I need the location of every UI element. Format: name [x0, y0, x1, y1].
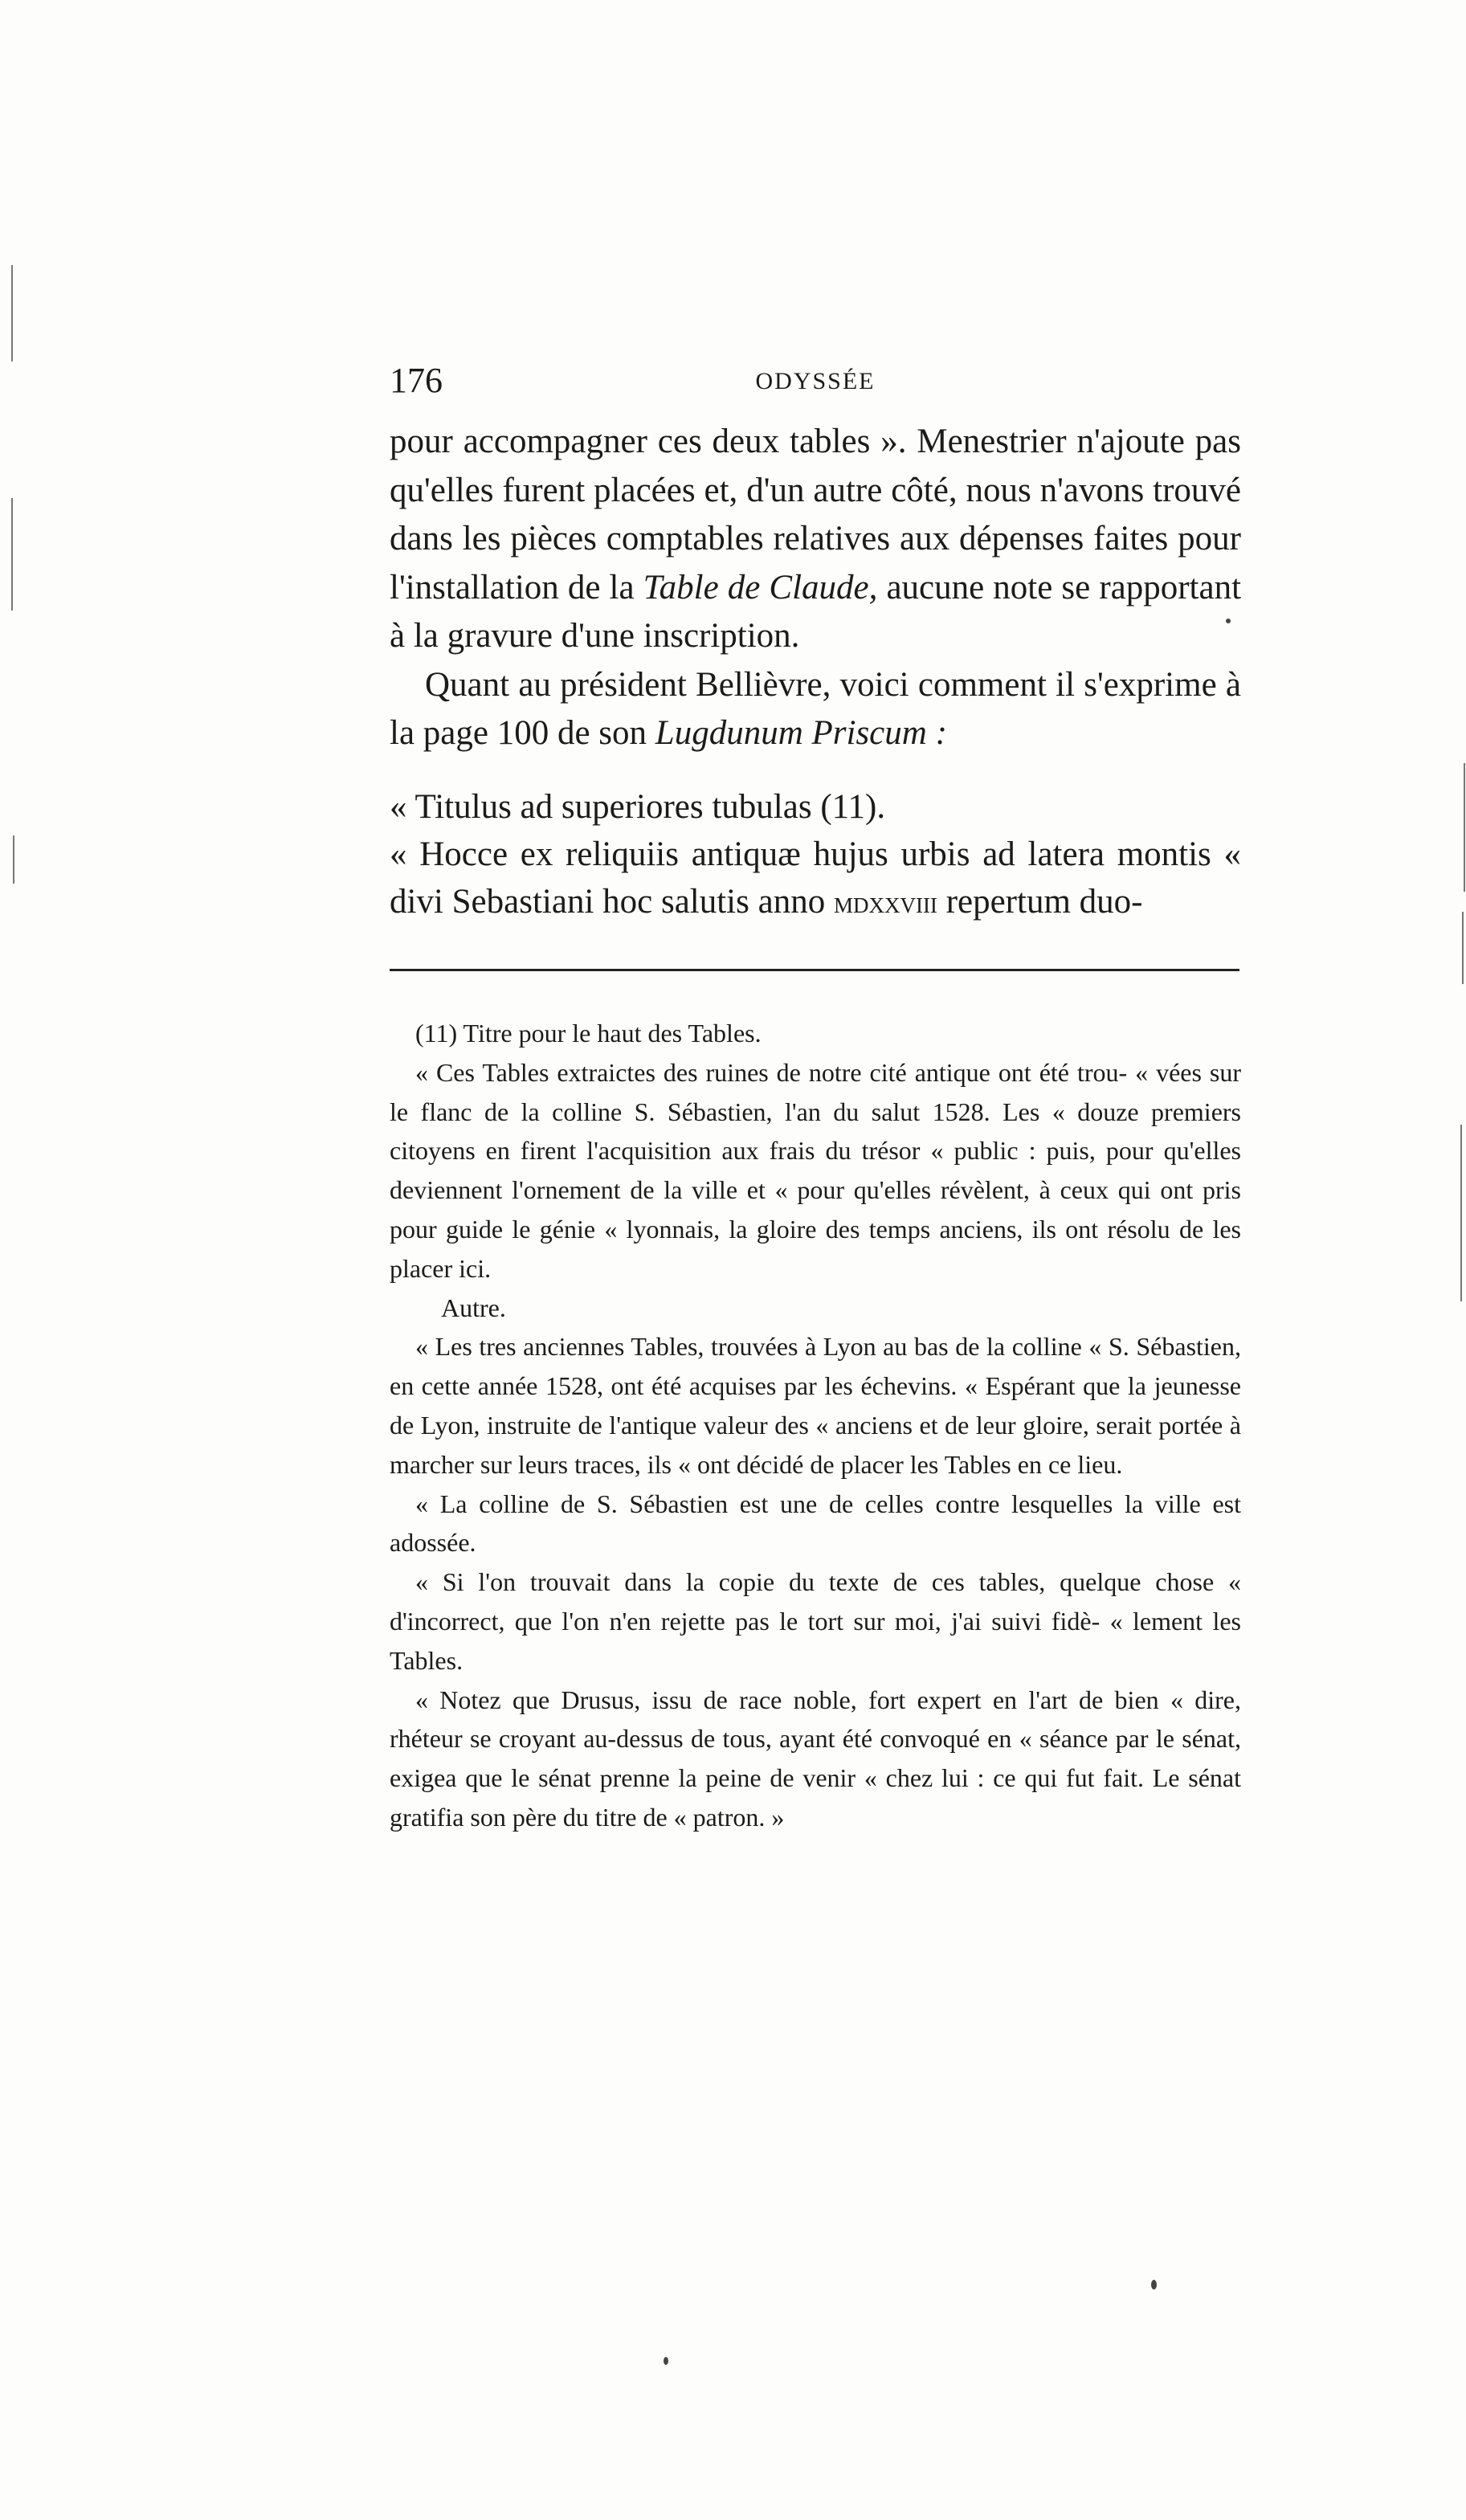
scan-edge-line	[11, 265, 13, 361]
scan-edge-line	[1462, 912, 1464, 984]
page-number: 176	[390, 361, 443, 400]
latin-quotation	[390, 783, 1241, 927]
scan-edge-line	[13, 835, 14, 884]
scan-edge-line	[1460, 1125, 1462, 1301]
quote-line-1: « Titulus ad superiores tubulas (11).	[390, 788, 886, 826]
running-title: ODYSSÉE	[755, 368, 876, 394]
footnote-copie: « Si l'on trouvait dans la copie du texte de ces tables, quelque chose « d'incorrect, que l'on n'en rejette pas le tort sur moi, j'ai suivi fidè- « lement les Tables.	[390, 1567, 1241, 1675]
scan-speck	[1226, 619, 1231, 623]
footnote-drusus: « Notez que Drusus, issu de race noble, fort expert en l'art de bien « dire, rhéteur se croyant au-dessus de tous, ayant été convoqué en « séance par le sénat, exigea que le sénat prenne la peine de venir « chez lui : ce qui fut fait. Le sénat gratifia son père du titre de « patron. »	[390, 1685, 1241, 1832]
footnote-separator	[390, 969, 1239, 971]
footnote-translation-1: « Ces Tables extraictes des ruines de notre cité antique ont été trou- « vées sur le flanc de la colline S. Sébastien, l'an du salut 1528. Les « douze premiers citoyens en firent l'acquisition aux frais du trésor « public : puis, pour qu'elles deviennent l'ornement de la ville et « pour qu'elles révèlent, à ceux qui ont pris pour guide le génie « lyonnais, la gloire des temps anciens, ils ont résolu de les placer ici.	[390, 1057, 1241, 1283]
main-text	[390, 418, 1241, 758]
scan-speck	[1151, 2280, 1157, 2289]
page-header	[390, 360, 1241, 408]
roman-numeral-date: mdxxviii	[833, 886, 937, 920]
quote-line-2: « Hocce ex reliquiis antiquæ hujus urbis ad latera montis « divi Sebastiani hoc salutis anno mdxxviii repertum duo-	[390, 835, 1241, 921]
scan-edge-line	[1464, 763, 1465, 892]
footnotes	[390, 1014, 1241, 1837]
footnote-translation-2: « Les tres anciennes Tables, trouvées à Lyon au bas de la colline « S. Sébastien, en cette année 1528, ont été acquises par les échevins. « Espérant que la jeunesse de Lyon, instruite de l'antique valeur des « anciens et de leur gloire, serait portée à marcher sur leurs traces, ils « ont décidé de placer les Tables en ce lieu.	[390, 1332, 1241, 1479]
italic-title-table-de-claude: Table de Claude,	[643, 568, 878, 607]
paragraph-1: pour accompagner ces deux tables ». Menestrier n'ajoute pas qu'elles furent placées et, d'un autre côté, nous n'avons trouvé dans les pièces comptables relatives aux dépenses faites pour l'installation de la Table de Claude, aucune note se rapportant à la gravure d'une inscription.	[390, 423, 1242, 655]
footnote-autre: Autre.	[441, 1293, 506, 1322]
scan-speck	[664, 2357, 668, 2365]
italic-title-lugdunum-priscum: Lugdunum Priscum :	[655, 714, 947, 752]
paragraph-2: Quant au président Bellièvre, voici comment il s'exprime à la page 100 de son Lugdunum Priscum :	[390, 665, 1241, 752]
scan-edge-line	[11, 498, 13, 611]
footnote-11: (11) Titre pour le haut des Tables.	[415, 1019, 762, 1048]
footnote-colline: « La colline de S. Sébastien est une de celles contre lesquelles la ville est adossée.	[390, 1489, 1241, 1558]
